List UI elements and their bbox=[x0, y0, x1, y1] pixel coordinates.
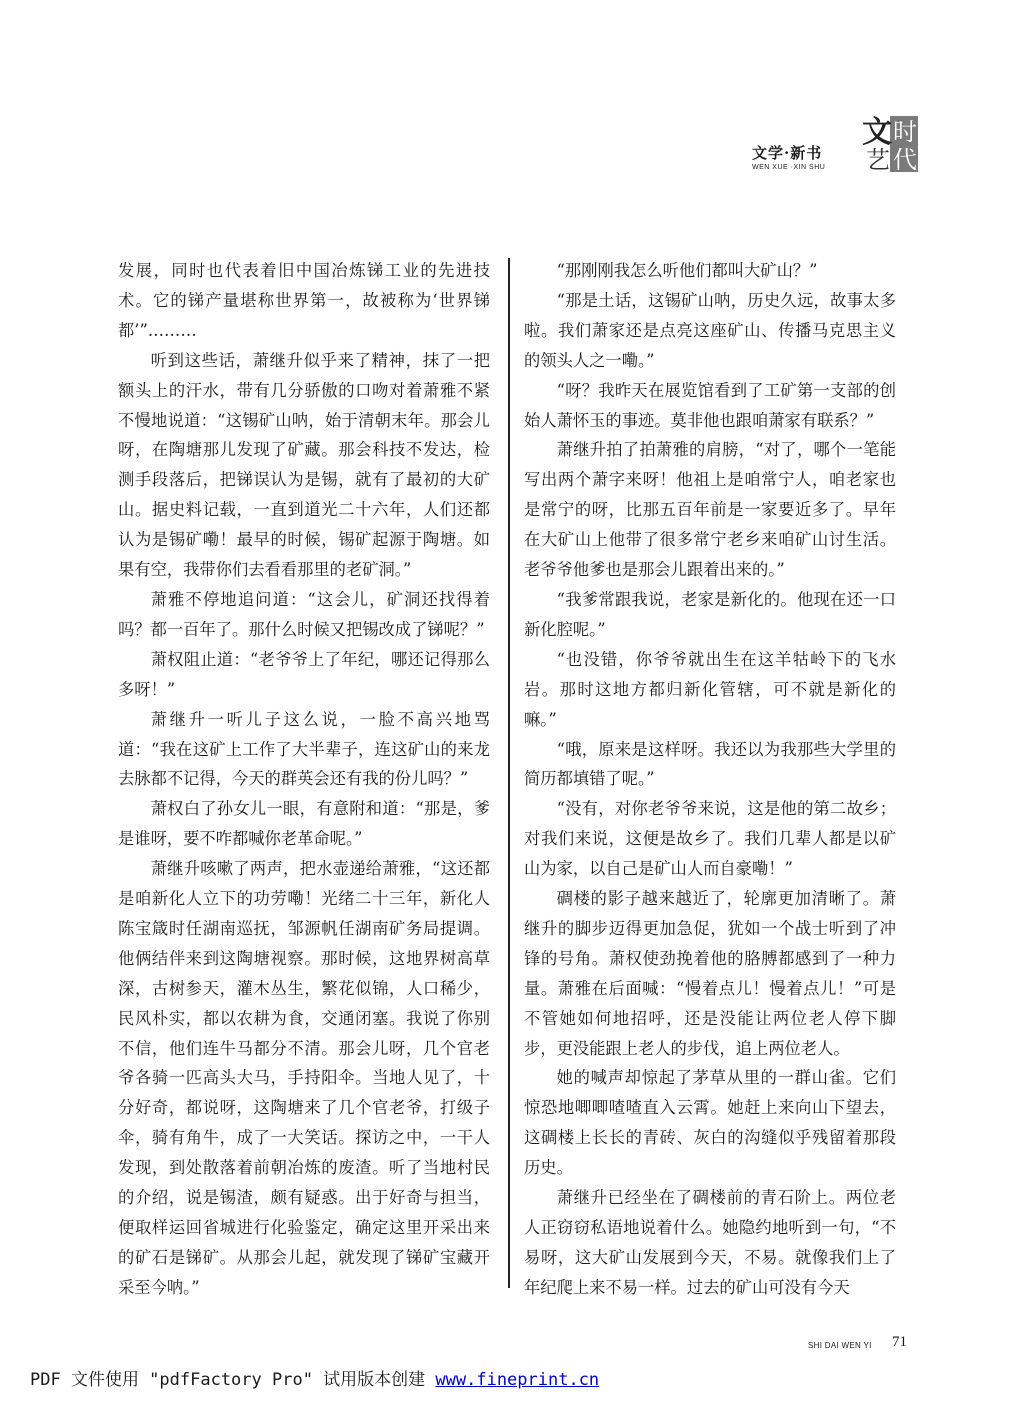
paragraph: 她的喊声却惊起了茅草从里的一群山雀。它们惊恐地唧唧喳喳直入云霄。她赶上来向山下望去，这碉楼上长长的青砖、灰白的沟缝似乎残留着那段历史。 bbox=[524, 1068, 896, 1178]
paragraph: 萧继升咳嗽了两声，把水壶递给萧雅，“这还都是咱新化人立下的功劳嘞！光绪二十三年，新化人陈宝箴时任湖南巡抚，邹源帆任湖南矿务局提调。他俩结伴来到这陶塘视察。那时候，这地界树高草深，古树参天，灌木丛生，繁花似锦，人口稀少，民风朴实，都以农耕为食，交通闭塞。我说了你别不信，他们连牛马都分不清。那会儿呀，几个官老爷各骑一匹高头大马，手持阳伞。当地人见了，十分好奇，都说呀，这陶塘来了几个官老爷，打级子伞，骑有角牛，成了一大笑话。探访之中，一干人发现，到处散落着前朝冶炼的废渣。听了当地村民的介绍，说是锡渣，颇有疑惑。出于好奇与担当，便取样运回省城进行化验鉴定，确定这里开采出来的矿石是锑矿。从那会儿起，就发现了锑矿宝藏开采至今呐。” bbox=[118, 859, 490, 1297]
column-divider bbox=[508, 258, 510, 1288]
paragraph: 萧继升一听儿子这么说，一脸不高兴地骂道：“我在这矿上工作了大半辈子，连这矿山的来龙去脉都不记得，今天的群英会还有我的份儿吗？” bbox=[118, 709, 490, 789]
paragraph: 碉楼的影子越来越近了，轮廓更加清晰了。萧继升的脚步迈得更加急促，犹如一个战士听到了冲锋的号角。萧权使劲挽着他的胳膊都感到了一种力量。萧雅在后面喊：“慢着点儿！慢着点儿！”可是不管她如何地招呼，还是没能让两位老人停下脚步，更没能跟上老人的步伐，追上两位老人。 bbox=[524, 889, 896, 1058]
paragraph: “哦，原来是这样呀。我还以为我那些大学里的简历都填错了呢。” bbox=[524, 739, 896, 789]
paragraph: “呀？我昨天在展览馆看到了工矿第一支部的创始人萧怀玉的事迹。莫非他也跟咱萧家有联系？” bbox=[524, 380, 896, 430]
fineprint-link[interactable]: www.fineprint.cn bbox=[435, 1370, 600, 1390]
paragraph: 萧权白了孙女儿一眼，有意附和道：“那是，爹是谁呀，要不咋都喊你老革命呢。” bbox=[118, 799, 490, 849]
pdf-note-text: PDF 文件使用 "pdfFactory Pro" 试用版本创建 bbox=[30, 1370, 436, 1390]
magazine-logo bbox=[860, 112, 920, 174]
paragraph: 萧继升已经坐在了碉楼前的青石阶上。两位老人正窃窃私语地说着什么。她隐约地听到一句，“不易呀，这大矿山发展到今天，不易。就像我们上了年纪爬上来不易一样。过去的矿山可没有今天 bbox=[524, 1188, 896, 1297]
paragraph: 听到这些话，萧继升似乎来了精神，抹了一把额头上的汗水，带有几分骄傲的口吻对着萧雅不紧不慢地说道：“这锡矿山呐，始于清朝末年。那会儿呀，在陶塘那儿发现了矿藏。那会科技不发达，检测手段落后，把锑误认为是锡，就有了最初的大矿山。据史料记载，一直到道光二十六年，人们还都认为是锡矿嘞！最早的时候，锡矿起源于陶塘。如果有空，我带你们去看看那里的老矿洞。” bbox=[118, 350, 490, 580]
paragraph: “没有，对你老爷爷来说，这是他的第二故乡；对我们来说，这便是故乡了。我们几辈人都是以矿山为家，以自己是矿山人而自豪嘞！” bbox=[524, 799, 896, 879]
logo-char-dai: 代 bbox=[893, 146, 917, 174]
paragraph: “那刚刚我怎么听他们都叫大矿山？” bbox=[556, 261, 818, 280]
section-header bbox=[752, 112, 922, 182]
section-pinyin: WEN XUE ·XIN SHU bbox=[752, 164, 826, 171]
left-column bbox=[118, 256, 490, 1303]
paragraph: “我爹常跟我说，老家是新化的。他现在还一口新化腔呢。” bbox=[524, 589, 896, 639]
section-title: 文学·新书 bbox=[752, 144, 823, 162]
paragraph: 萧雅不停地追问道：“这会儿，矿洞还找得着吗？都一百年了。那什么时候又把锡改成了锑呢？” bbox=[118, 589, 490, 639]
logo-char-yi: 艺 bbox=[866, 146, 890, 174]
right-column bbox=[524, 256, 896, 1303]
paragraph: 萧继升拍了拍萧雅的肩膀，“对了，哪个一笔能写出两个萧字来呀！他祖上是咱常宁人，咱老家也是常宁的呀，比那五百年前是一家要近多了。早年在大矿山上他带了很多常宁老乡来咱矿山讨生活。老爷爷他爹也是那会儿跟着出来的。” bbox=[524, 440, 896, 580]
pdf-creator-note bbox=[30, 1365, 599, 1390]
paragraph: 发展，同时也代表着旧中国冶炼锑工业的先进技术。它的锑产量堪称世界第一，故被称为‘世界锑都’”……… bbox=[118, 261, 490, 340]
paragraph: 萧权阻止道：“老爷爷上了年纪，哪还记得那么多呀！” bbox=[118, 649, 490, 699]
footer-magazine-name: SHI DAI WEN YI bbox=[808, 1341, 872, 1350]
logo-char-wen: 文 bbox=[862, 115, 892, 150]
page-number: 71 bbox=[892, 1334, 907, 1350]
paragraph: “那是土话，这锡矿山呐，历史久远，故事太多啦。我们萧家还是点亮这座矿山、传播马克思主义的领头人之一嘞。” bbox=[524, 290, 896, 370]
logo-char-shi: 时 bbox=[893, 118, 917, 146]
paragraph: “也没错，你爷爷就出生在这羊牯岭下的飞水岩。那时这地方都归新化管辖，可不就是新化的嘛。” bbox=[524, 649, 896, 729]
